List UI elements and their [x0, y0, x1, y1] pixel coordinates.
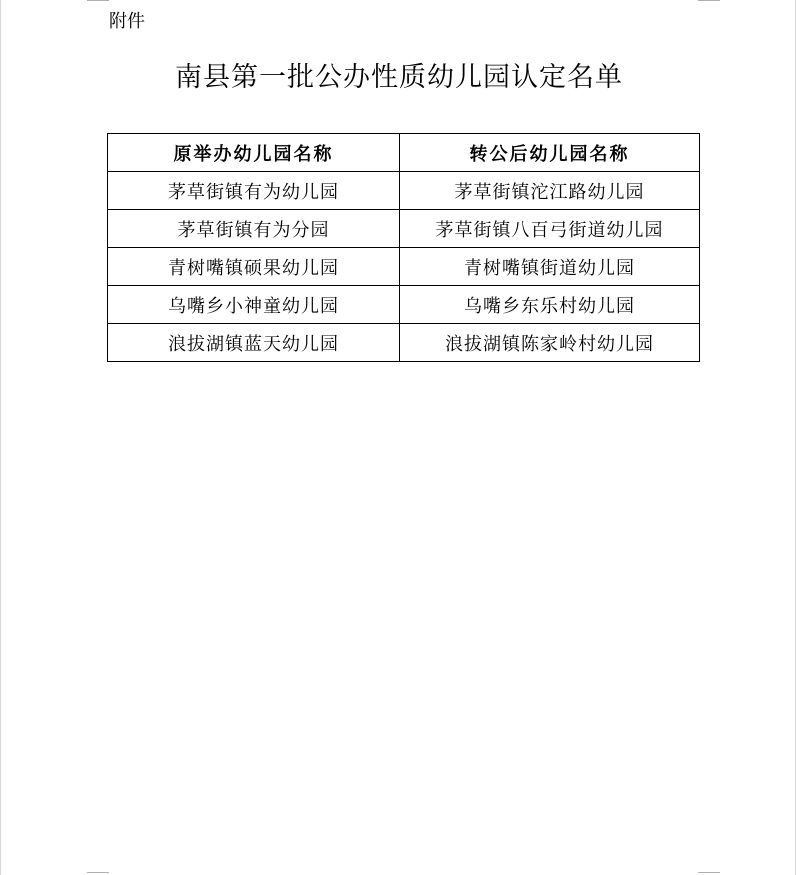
- document-title: 南县第一批公办性质幼儿园认定名单: [175, 62, 623, 93]
- original-name-cell: 茅草街镇有为幼儿园: [108, 172, 400, 210]
- original-name-cell: 茅草街镇有为分园: [108, 210, 400, 248]
- new-name-cell: 茅草街镇沱江路幼儿园: [400, 172, 700, 210]
- table-row: [108, 324, 700, 362]
- kindergarten-table: [107, 133, 700, 362]
- table-row: [108, 248, 700, 286]
- table-row: [108, 286, 700, 324]
- crop-mark-top-left: [87, 0, 109, 1]
- original-name-cell: 浪拔湖镇蓝天幼儿园: [108, 324, 400, 362]
- table-header-row: [108, 134, 700, 172]
- table-row: [108, 172, 700, 210]
- original-name-cell: 乌嘴乡小神童幼儿园: [108, 286, 400, 324]
- crop-mark-bottom-left: [87, 872, 109, 873]
- header-original-name: 原举办幼儿园名称: [108, 134, 400, 172]
- crop-mark-top-right: [698, 0, 720, 1]
- new-name-cell: 青树嘴镇街道幼儿园: [400, 248, 700, 286]
- attachment-label: 附件: [109, 11, 145, 32]
- new-name-cell: 茅草街镇八百弓街道幼儿园: [400, 210, 700, 248]
- original-name-cell: 青树嘴镇硕果幼儿园: [108, 248, 400, 286]
- crop-mark-bottom-right: [698, 872, 720, 873]
- table-row: [108, 210, 700, 248]
- new-name-cell: 浪拔湖镇陈家岭村幼儿园: [400, 324, 700, 362]
- new-name-cell: 乌嘴乡东乐村幼儿园: [400, 286, 700, 324]
- header-new-name: 转公后幼儿园名称: [400, 134, 700, 172]
